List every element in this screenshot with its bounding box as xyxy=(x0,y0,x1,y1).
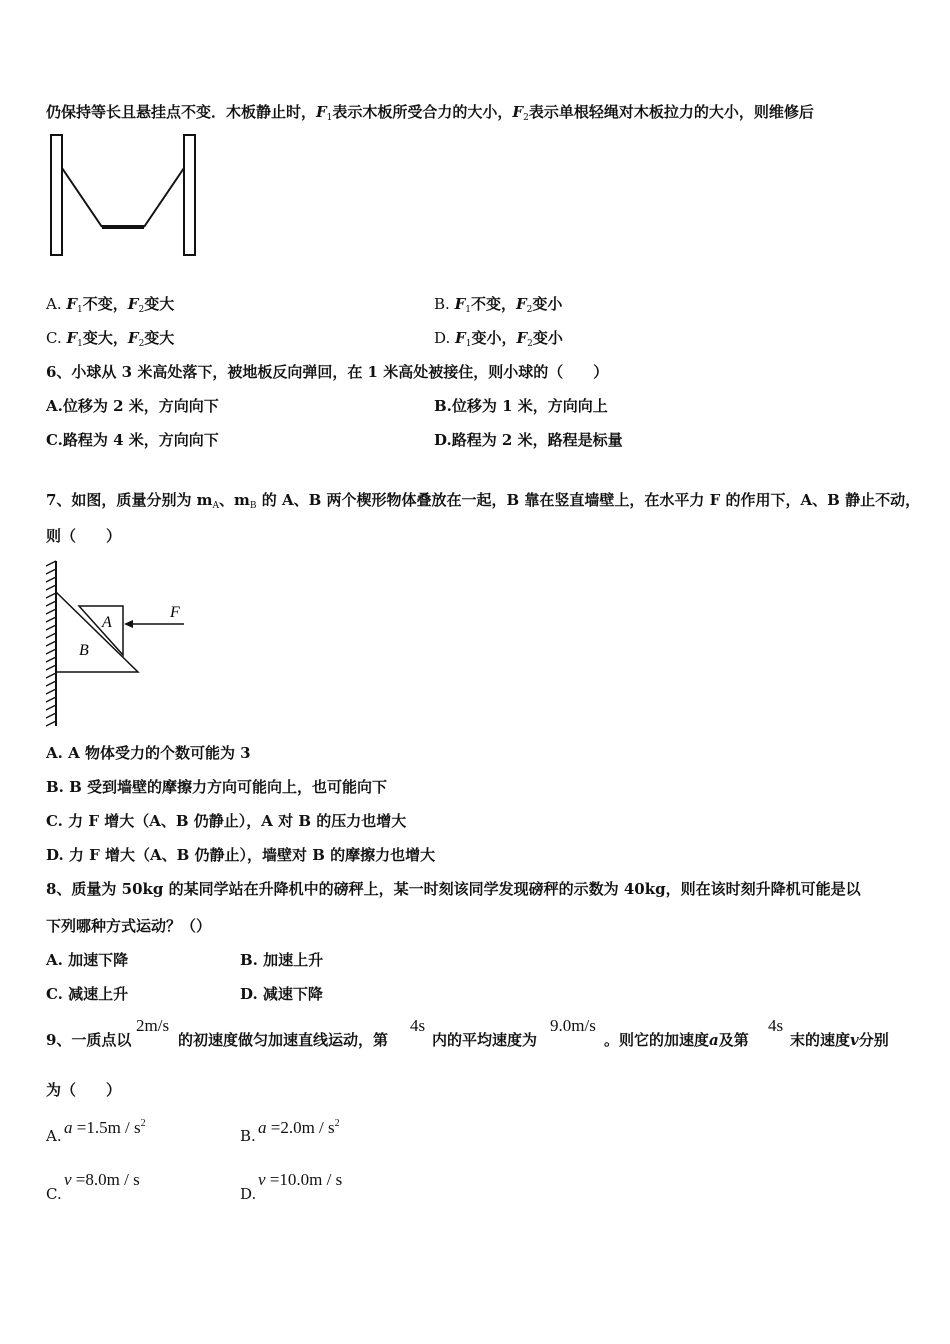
q6-option-c[interactable]: C.路程为 4 米，方向向下 xyxy=(46,431,219,449)
f2-symbol: F xyxy=(512,103,524,121)
q7-stem-line2: 则（ ） xyxy=(46,527,122,545)
q8-option-d[interactable]: D. 减速下降 xyxy=(240,985,323,1003)
q7-option-c[interactable]: C. 力 F 增大（A、B 仍静止），A 对 B 的压力也增大 xyxy=(46,812,407,830)
q7-stem-part-b: 的 A、B 两个楔形物体叠放在一起，B 靠在竖直墙壁上，在水平力 F 的作用下，A、B 静止不动， xyxy=(256,491,921,509)
option-text: 变小 xyxy=(532,295,563,313)
q6-option-d[interactable]: D.路程为 2 米，路程是标量 xyxy=(434,431,623,449)
option-letter: B. xyxy=(240,1127,256,1145)
f2-symbol: F xyxy=(127,295,139,313)
q9-option-d-value[interactable] xyxy=(258,1170,342,1190)
option-exponent: 2 xyxy=(140,1118,146,1129)
option-letter: D. xyxy=(240,1185,257,1203)
q5-option-c[interactable] xyxy=(46,328,174,354)
q9-option-d[interactable] xyxy=(240,1184,256,1204)
q5-option-d[interactable] xyxy=(434,328,563,354)
velocity-symbol: v xyxy=(850,1031,859,1049)
f2-symbol: F xyxy=(515,295,527,313)
q7-wedge-figure xyxy=(42,558,192,730)
q7-stem-sep: 、m xyxy=(219,491,250,509)
subscript: 2 xyxy=(527,339,533,349)
q5-stem-part-c: 表示单根轻绳对木板拉力的大小，则维修后 xyxy=(528,103,814,121)
q9-option-c-value[interactable] xyxy=(64,1170,140,1190)
q5-stem xyxy=(46,102,814,128)
f2-subscript: 2 xyxy=(523,113,529,123)
q9-time-4s-end: 4s xyxy=(768,1016,784,1035)
mass-a-subscript: A xyxy=(212,501,220,511)
q9-option-c[interactable] xyxy=(46,1184,62,1204)
q9-option-b[interactable] xyxy=(240,1126,256,1146)
subscript: 2 xyxy=(526,305,533,315)
q5-option-b[interactable] xyxy=(434,294,562,320)
q5-stem-part-a: 仍保持等长且悬挂点不变．木板静止时， xyxy=(46,103,317,121)
q7-option-a[interactable]: A. A 物体受力的个数可能为 3 xyxy=(46,744,251,762)
wall-hatching xyxy=(46,561,56,726)
q8-stem: 8、质量为 50kg 的某同学站在升降机中的磅秤上，某一时刻该同学发现磅秤的示数为 40kg，则在该时刻升降机可能是以 xyxy=(46,880,861,898)
mass-b-subscript: B xyxy=(249,501,257,511)
option-text: 变大 xyxy=(144,329,175,347)
q5-option-a[interactable] xyxy=(46,294,174,320)
q9-average-velocity: 9.0m/s xyxy=(550,1016,596,1035)
left-rope xyxy=(62,168,102,227)
q6-option-a[interactable]: A.位移为 2 米，方向向下 xyxy=(46,397,219,415)
option-variable: a xyxy=(64,1118,73,1137)
q9-time-4s: 4s xyxy=(410,1016,426,1035)
q9-option-b-value[interactable] xyxy=(258,1114,340,1138)
subscript: 1 xyxy=(465,339,472,349)
q6-option-b[interactable]: B.位移为 1 米，方向向上 xyxy=(434,397,608,415)
f1-symbol: F xyxy=(66,329,78,347)
option-variable: v xyxy=(64,1170,72,1189)
option-value: =8.0m / s xyxy=(71,1170,140,1189)
q9-part-6-text: 末的速度 xyxy=(790,1031,851,1049)
q9-part-4-text: 。则它的加速度 xyxy=(604,1031,710,1049)
q6-stem: 6、小球从 3 米高处落下，被地板反向弹回，在 1 米高处被接住，则小球的（ ） xyxy=(46,363,609,381)
q7-option-d[interactable]: D. 力 F 增大（A、B 仍静止），墙壁对 B 的摩擦力也增大 xyxy=(46,846,436,864)
q9-part-3: 内的平均速度为 xyxy=(432,1031,538,1049)
subscript: 2 xyxy=(138,339,145,349)
option-text: 变大 xyxy=(144,295,175,313)
subscript: 1 xyxy=(77,305,83,315)
right-post xyxy=(184,135,195,255)
q8-option-a[interactable]: A. 加速下降 xyxy=(46,951,129,969)
q8-option-b[interactable]: B. 加速上升 xyxy=(240,951,324,969)
option-variable: a xyxy=(258,1118,267,1137)
label-b: B xyxy=(79,642,89,659)
q9-part-5-text: 及第 xyxy=(718,1031,749,1049)
left-post xyxy=(51,135,62,255)
option-letter: D. xyxy=(434,329,451,347)
option-letter: C. xyxy=(46,1185,62,1203)
option-value: =10.0m / s xyxy=(265,1170,343,1189)
label-f: F xyxy=(170,604,180,621)
q9-part-6 xyxy=(790,1030,889,1050)
q9-initial-velocity: 2m/s xyxy=(136,1016,170,1035)
q9-part-4 xyxy=(604,1030,749,1050)
q8-stem-line2: 下列哪种方式运动？（） xyxy=(46,917,212,935)
q7-stem xyxy=(46,490,920,516)
q9-option-a-value[interactable] xyxy=(64,1114,146,1138)
option-letter: B. xyxy=(434,295,450,313)
q7-stem-part-a: 7、如图，质量分别为 m xyxy=(46,491,213,509)
option-value: =1.5m / s xyxy=(72,1118,141,1137)
q7-option-b[interactable]: B. B 受到墙壁的摩擦力方向可能向上，也可能向下 xyxy=(46,778,388,796)
f1-symbol: F xyxy=(454,295,466,313)
subscript: 1 xyxy=(465,305,471,315)
subscript: 2 xyxy=(138,305,145,315)
force-f-arrowhead xyxy=(124,620,133,628)
f2-symbol: F xyxy=(127,329,139,347)
wedge-b xyxy=(56,592,138,672)
option-letter: C. xyxy=(46,329,62,347)
option-text: 变小 xyxy=(532,329,563,347)
accel-symbol: a xyxy=(709,1031,719,1049)
f1-subscript: 1 xyxy=(326,113,333,123)
f1-symbol: F xyxy=(455,329,466,347)
q9-part-7-text: 分别 xyxy=(858,1031,889,1049)
subscript: 1 xyxy=(77,339,83,349)
q9-part-1: 9、一质点以 xyxy=(46,1031,132,1049)
f2-symbol: F xyxy=(516,329,528,347)
right-rope xyxy=(144,168,184,227)
q5-hanging-board-figure xyxy=(48,132,200,258)
option-text: 变大， xyxy=(82,329,128,347)
f1-symbol: F xyxy=(316,103,327,121)
option-text: 不变， xyxy=(82,295,128,313)
option-text: 不变， xyxy=(470,295,516,313)
f1-symbol: F xyxy=(66,295,78,313)
option-exponent: 2 xyxy=(334,1118,340,1129)
q9-option-a[interactable] xyxy=(46,1126,62,1146)
q5-stem-part-b: 表示木板所受合力的大小， xyxy=(332,103,513,121)
option-letter: A. xyxy=(46,1127,62,1145)
q9-stem-line2: 为（ ） xyxy=(46,1081,122,1099)
option-letter: A. xyxy=(46,295,62,313)
option-value: =2.0m / s xyxy=(266,1118,335,1137)
q8-option-c[interactable]: C. 减速上升 xyxy=(46,985,129,1003)
label-a: A xyxy=(102,614,112,631)
q9-part-2: 的初速度做匀加速直线运动，第 xyxy=(178,1031,389,1049)
option-text: 变小， xyxy=(471,329,517,347)
option-variable: v xyxy=(258,1170,266,1189)
